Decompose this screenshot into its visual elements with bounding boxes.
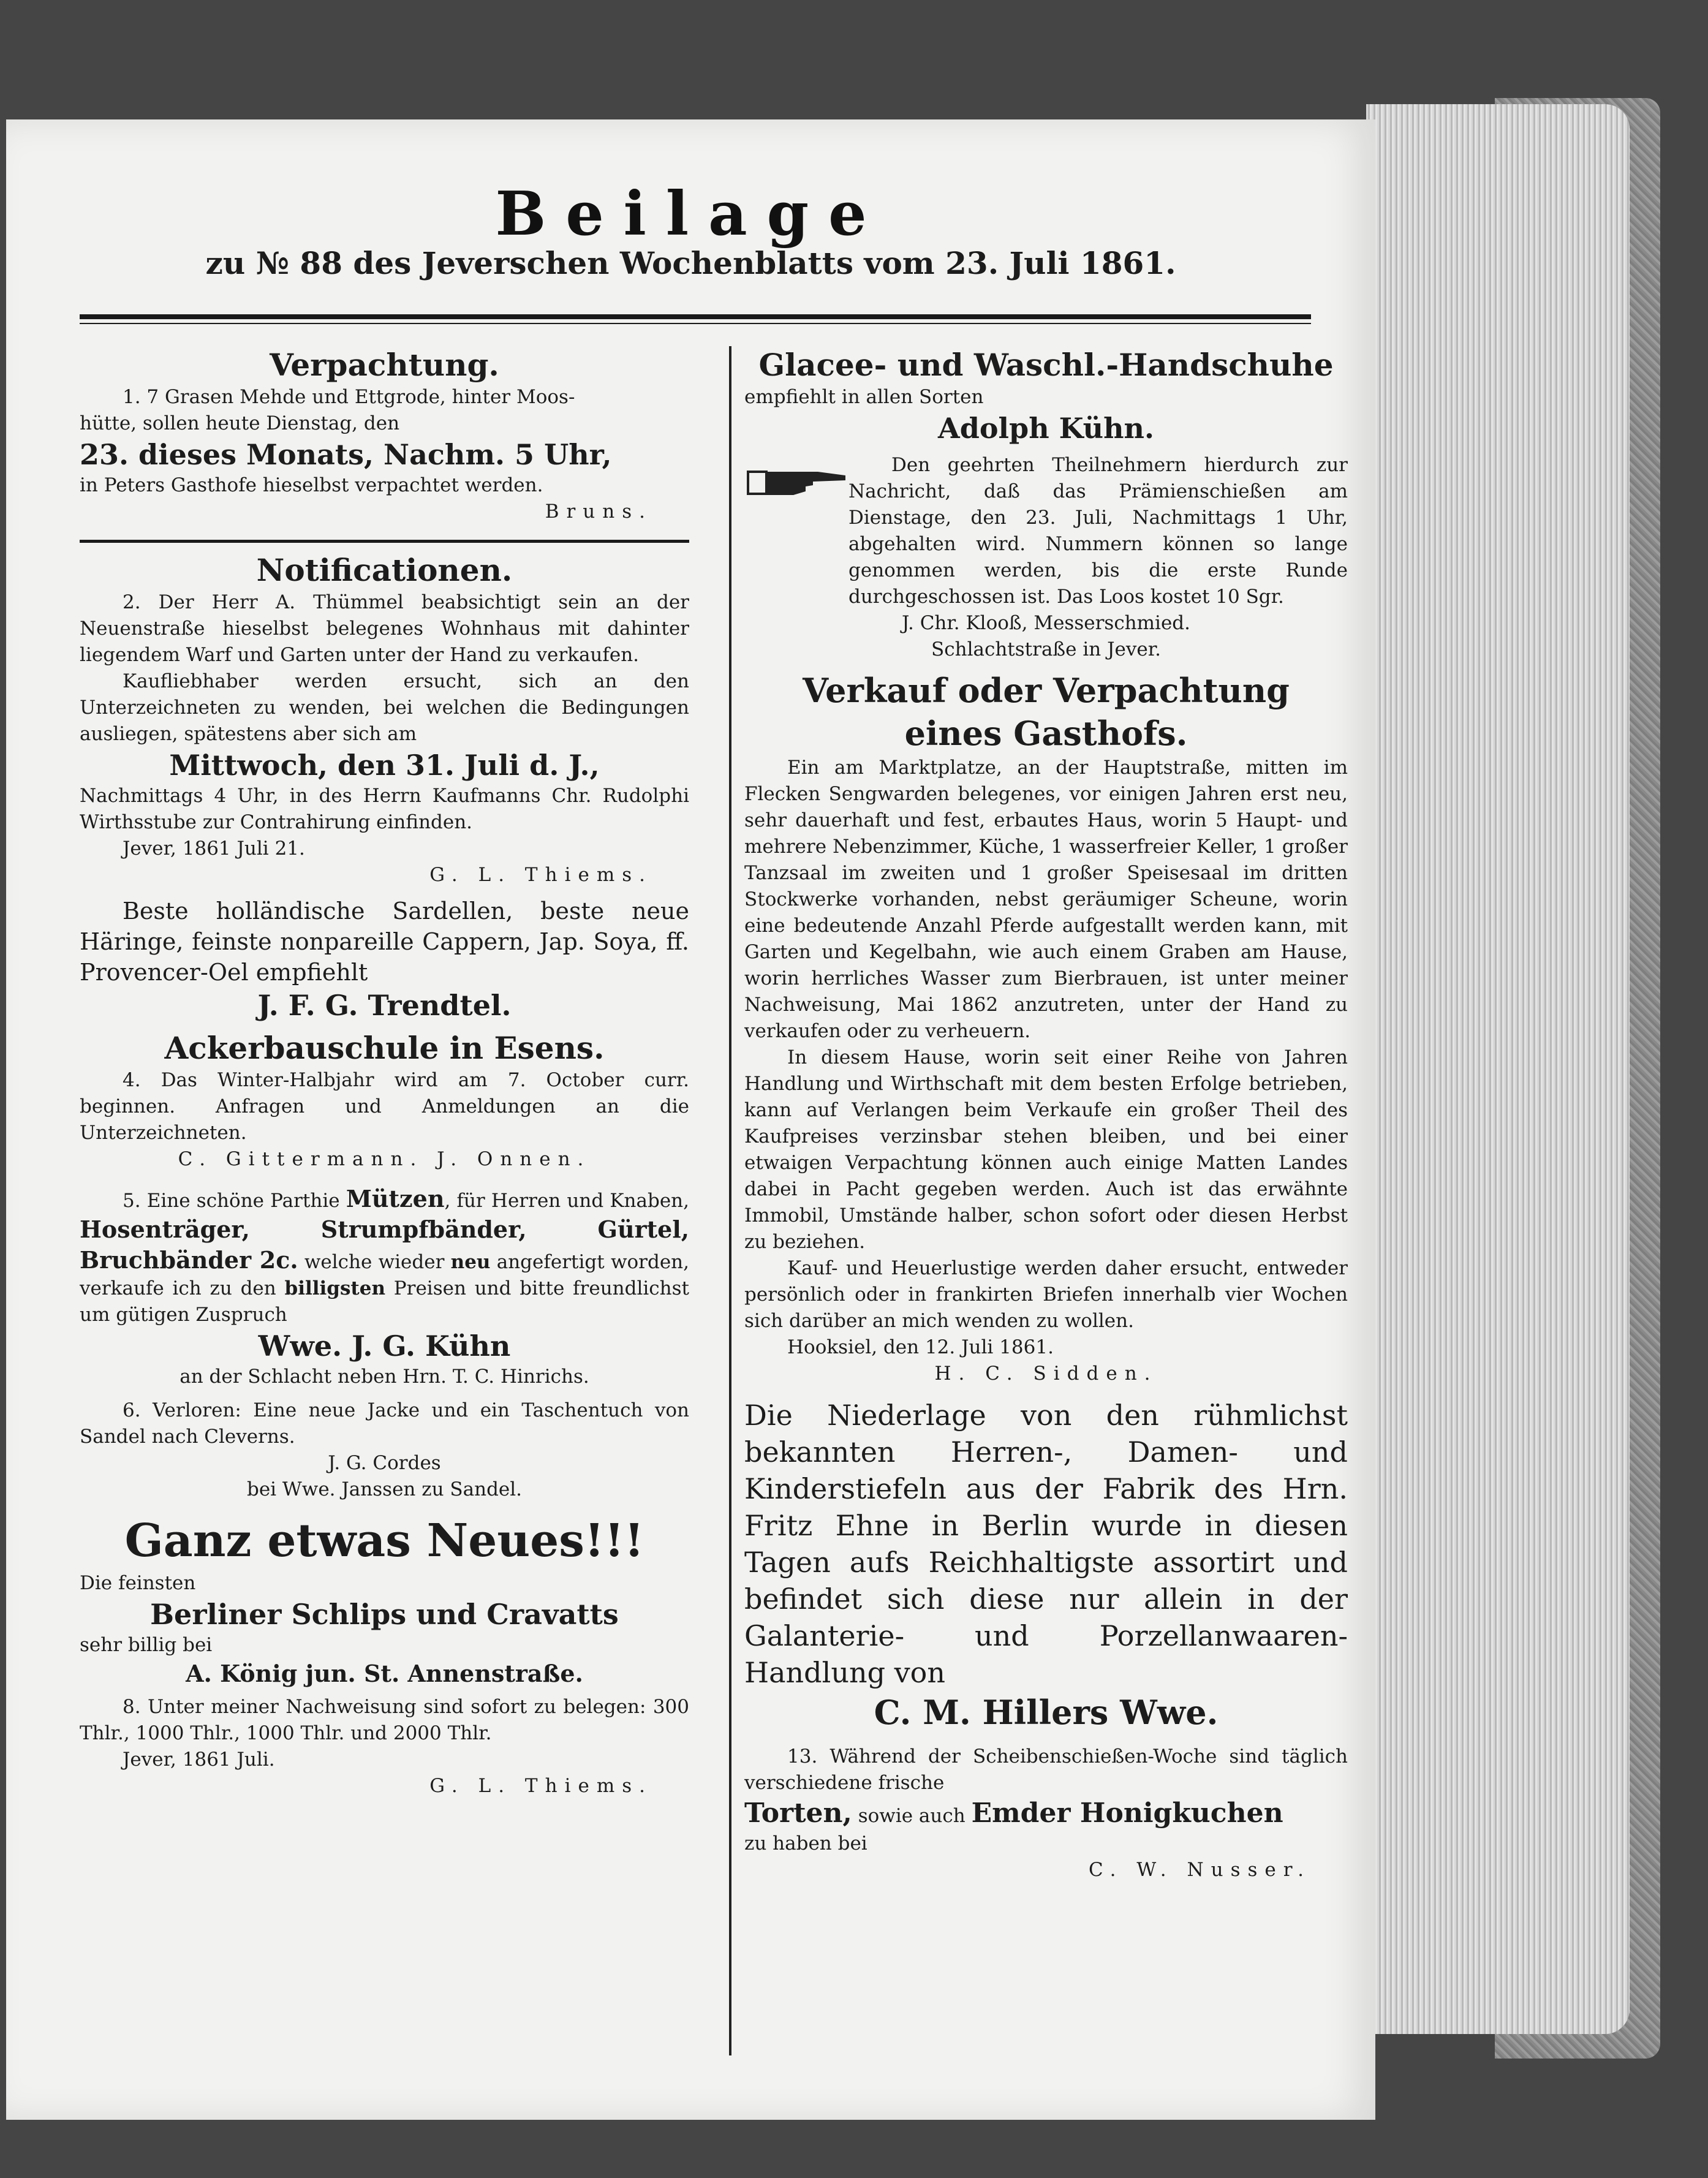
ad-glacee <box>744 346 1348 446</box>
torten-big-1: Torten, <box>744 1798 852 1829</box>
torten-signature: C. W. Nusser. <box>1089 1859 1311 1881</box>
verpachtung-line-3: in Peters Gasthofe hieselbst verpachtet werden. <box>80 474 543 496</box>
ad-gasthof <box>744 669 1348 1387</box>
ad-ackerbau <box>80 1029 689 1173</box>
verloren-signature-1: J. G. Cordes <box>328 1452 441 1474</box>
torten-big-2: Emder Honigkuchen <box>971 1798 1283 1829</box>
sardellen-text: Beste holländische Sardellen, beste neue Häringe, feinste nonpareille Cappern, Jap. Soya, ff. Provencer-Oel empfiehlt <box>80 898 689 986</box>
gasthof-text: Ein am Marktplatze, an der Hauptstraße, mitten im Flecken Sengwarden belegenes, vor einigen Jahren erst neu, sehr dauerhaft und fest, erbautes Haus, worin 5 Haupt- und mehrere Nebenzimmer, Küche, 1 wasserfreier Keller, 1 großer Tanzsaal im zweiten und 1 großer Speisesaal im dritten Stockwerke vorhanden, nebst geräumiger Scheune, worin eine bedeutende Anzahl Pferde aufgestallt werden kann, mit Garten und Kegelbahn, wie auch einem Graben am Hause, worin herrliches Wasser zum Bierbrauen, ist unter meiner Nachweisung, Mai 1862 anzutreten, unter der Hand zu verkaufen oder zu verheuern. <box>744 757 1348 1042</box>
masthead-title: Beilage <box>495 179 886 249</box>
column-divider <box>729 346 731 2055</box>
muetzen-signature: Wwe. J. G. Kühn <box>258 1329 511 1363</box>
page-edges <box>1366 104 1630 2034</box>
praemien-body <box>848 452 1348 610</box>
ad-verloren <box>80 1397 689 1503</box>
praemien-signature-2: Schlachtstraße in Jever. <box>931 638 1161 660</box>
nachweisung-date: Jever, 1861 Juli. <box>123 1749 275 1771</box>
gasthof-signature: H. C. Sidden. <box>934 1363 1158 1385</box>
section-separator <box>80 540 689 543</box>
ad-ganz-neues <box>80 1511 689 1689</box>
muetzen-signature-sub: an der Schlacht neben Hrn. T. C. Hinrichs. <box>179 1366 589 1388</box>
verpachtung-line-2: hütte, sollen heute Dienstag, den <box>80 412 400 434</box>
heading-verpachtung: Verpachtung. <box>270 347 499 383</box>
heading-ackerbau: Ackerbauschule in Esens. <box>164 1030 605 1066</box>
heading-glacee: Glacee- und Waschl.-Handschuhe <box>758 347 1334 383</box>
right-column <box>744 346 1348 1883</box>
ad-verpachtung <box>80 346 689 525</box>
niederlage-text: Die Niederlage von den rühmlichst bekannten Herren-, Damen- und Kinderstiefeln aus der Fabrik des Hrn. Fritz Ehne in Berlin wurde in diesen Tagen aufs Reichhaltigste assortirt und befindet sich diese nur allein in der Galanterie- und Porzellanwaaren-Handlung von <box>744 1399 1348 1689</box>
muetzen-text-e: Preisen und bitte freundlichst um gütigen Zuspruch <box>80 1277 689 1326</box>
ackerbau-signature: C. Gittermann. J. Onnen. <box>178 1148 591 1170</box>
muetzen-text-b: , für Herren und Knaben, <box>444 1190 689 1212</box>
verpachtung-date: 23. dieses Monats, Nachm. 5 Uhr, <box>80 438 612 471</box>
verpachtung-line-1: 1. 7 Grasen Mehde und Ettgrode, hinter Moos- <box>123 386 575 408</box>
ad-sardellen <box>80 896 689 1023</box>
gasthof-date: Hooksiel, den 12. Juli 1861. <box>787 1336 1054 1358</box>
gasthof-text-2: In diesem Hause, worin seit einer Reihe von Jahren Handlung und Wirthschaft mit dem besten Erfolge betrieben, kann auf Verlangen beim Verkaufe ein großer Theil des Kaufpreises verzinsbar stehen bleiben, und bei einer etwaigen Verpachtung können auch einige Matten Landes dabei in Pacht gegeben werden. Auch ist das erwähnte Immobil, Umstände halber, schon sofort oder diesen Herbst zu beziehen. <box>744 1046 1348 1253</box>
ganz-line-1: Die feinsten <box>80 1572 196 1594</box>
ad-torten <box>744 1744 1348 1883</box>
nachweisung-text: 8. Unter meiner Nachweisung sind sofort zu belegen: 300 Thlr., 1000 Thlr., 1000 Thlr. und 2000 Thlr. <box>80 1696 689 1744</box>
muetzen-text <box>80 1184 689 1328</box>
ackerbau-text: 4. Das Winter-Halbjahr wird am 7. October curr. beginnen. Anfragen und Anmeldungen an die Unterzeichneten. <box>80 1069 689 1144</box>
ganz-big: Berliner Schlips und Cravatts <box>150 1598 619 1631</box>
notifications-date-big: Mittwoch, den 31. Juli d. J., <box>169 749 600 782</box>
masthead-rule-thin <box>80 323 1311 324</box>
torten-line-big <box>744 1796 1348 1831</box>
ad-muetzen <box>80 1184 689 1390</box>
notifications-date: Jever, 1861 Juli 21. <box>123 838 305 860</box>
notifications-text: 2. Der Herr A. Thümmel beabsichtigt sein an der Neuenstraße hieselbst belegenes Wohnhaus mit dahinter liegendem Warf und Garten unter der Hand zu verkaufen. <box>80 591 689 666</box>
heading-notifications: Notificationen. <box>256 552 513 588</box>
muetzen-bold-4: billigsten <box>284 1277 386 1299</box>
glacee-line-1: empfiehlt in allen Sorten <box>744 386 984 408</box>
newspaper-page <box>6 119 1375 2120</box>
ganz-signature: A. König jun. St. Annenstraße. <box>186 1660 583 1687</box>
ad-praemienschiessen <box>744 452 1348 610</box>
muetzen-bold-1: Mützen <box>346 1185 445 1212</box>
muetzen-text-d: angefertigt worden, verkaufe ich zu den <box>80 1251 689 1299</box>
ganz-line-2: sehr billig bei <box>80 1634 213 1656</box>
nachweisung-signature: G. L. Thiems. <box>429 1775 652 1797</box>
heading-gasthof-2: eines Gasthofs. <box>904 714 1188 753</box>
sardellen-signature: J. F. G. Trendtel. <box>257 989 512 1022</box>
ad-niederlage <box>744 1397 1348 1734</box>
verpachtung-signature: Bruns. <box>545 501 652 523</box>
muetzen-text-a: 5. Eine schöne Parthie <box>123 1190 346 1212</box>
masthead <box>6 119 1375 322</box>
ad-nachweisung <box>80 1694 689 1799</box>
niederlage-signature: C. M. Hillers Wwe. <box>874 1693 1219 1732</box>
masthead-subtitle: zu № 88 des Jeverschen Wochenblatts vom 23. Juli 1861. <box>205 245 1176 281</box>
pointing-hand-icon <box>744 457 848 506</box>
torten-line-2: zu haben bei <box>744 1832 867 1855</box>
heading-gasthof-1: Verkauf oder Verpachtung <box>803 671 1290 710</box>
praemien-signature-1: J. Chr. Klooß, Messerschmied. <box>901 612 1190 634</box>
glacee-signature: Adolph Kühn. <box>938 412 1154 445</box>
torten-line-1: 13. Während der Scheibenschießen-Woche sind täglich verschiedene frische <box>744 1745 1348 1794</box>
notifications-signature: G. L. Thiems. <box>429 864 652 886</box>
torten-mid: sowie auch <box>852 1805 972 1827</box>
praemien-text: Den geehrten Theilnehmern hierdurch zur Nachricht, daß das Prämienschießen am Dienstage, den 23. Juli, Nachmittags 1 Uhr, abgehalten wird. Nummern können so lange genommen werden, bis die erste Runde durchgeschossen ist. Das Loos kostet 10 Sgr. <box>848 454 1348 608</box>
verloren-signature-2: bei Wwe. Janssen zu Sandel. <box>246 1478 523 1500</box>
ad-notifications <box>80 551 689 888</box>
gasthof-text-3: Kauf- und Heuerlustige werden daher ersucht, entweder persönlich oder in frankirten Briefen innerhalb vier Wochen sich darüber an mich wenden zu wollen. <box>744 1257 1348 1332</box>
muetzen-bold-3: neu <box>450 1251 491 1273</box>
muetzen-text-c: welche wieder <box>298 1251 451 1273</box>
masthead-rule <box>80 314 1311 319</box>
notifications-text-3: Nachmittags 4 Uhr, in des Herrn Kaufmanns Chr. Rudolphi Wirthsstube zur Contrahirung einfinden. <box>80 785 689 833</box>
heading-ganz-neues: Ganz etwas Neues!!! <box>124 1514 644 1567</box>
muetzen-bold-2: Hosenträger, Strumpfbänder, Gürtel, Bruchbänder 2c. <box>80 1216 689 1274</box>
notifications-text-2: Kaufliebhaber werden ersucht, sich an den Unterzeichneten zu wenden, bei welchen die Bedingungen ausliegen, spätestens aber sich am <box>80 670 689 745</box>
verloren-text: 6. Verloren: Eine neue Jacke und ein Taschentuch von Sandel nach Cleverns. <box>80 1399 689 1448</box>
left-column <box>80 346 689 1799</box>
